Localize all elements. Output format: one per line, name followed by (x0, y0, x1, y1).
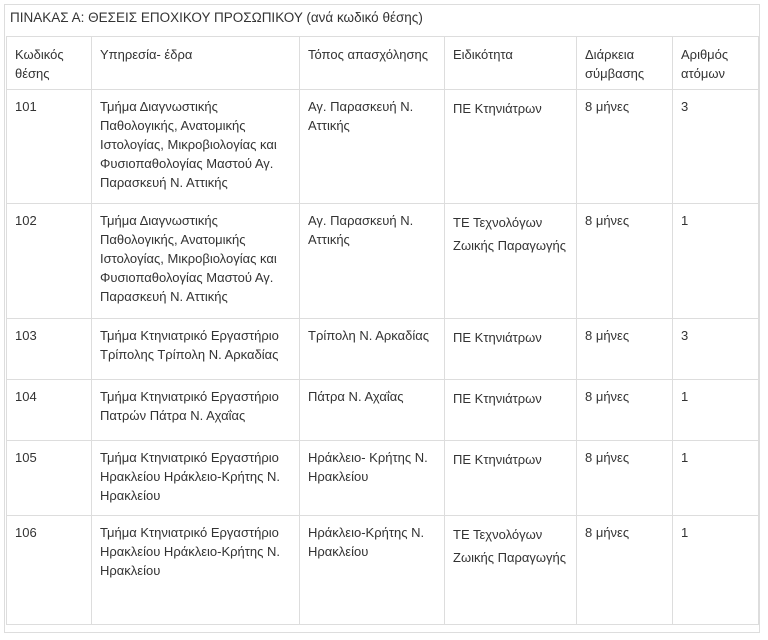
cell-code: 104 (7, 380, 92, 441)
header-persons: Αριθμός ατόμων (673, 37, 759, 90)
cell-service: Τμήμα Διαγνωστικής Παθολογικής, Ανατομικής Ιστολογίας, Μικροβιολογίας και Φυσιοπαθολογίας Μαστού Αγ. Παρασκευή Ν. Αττικής (92, 204, 300, 319)
cell-code: 101 (7, 90, 92, 204)
cell-service: Τμήμα Κτηνιατρικό Εργαστήριο Τρίπολης Τρίπολη Ν. Αρκαδίας (92, 319, 300, 380)
cell-persons: 3 (673, 90, 759, 204)
cell-specialty: ΠΕ Κτηνιάτρων (445, 319, 577, 380)
cell-specialty: ΠΕ Κτηνιάτρων (445, 90, 577, 204)
cell-specialty: ΠΕ Κτηνιάτρων (445, 441, 577, 516)
cell-place: Αγ. Παρασκευή Ν. Αττικής (300, 204, 445, 319)
table-row (7, 380, 759, 441)
header-duration: Διάρκεια σύμβασης (577, 37, 673, 90)
table-row (7, 441, 759, 516)
cell-persons: 1 (673, 516, 759, 625)
cell-persons: 1 (673, 441, 759, 516)
header-service: Υπηρεσία- έδρα (92, 37, 300, 90)
cell-duration: 8 μήνες (577, 319, 673, 380)
cell-persons: 1 (673, 380, 759, 441)
cell-specialty: ΠΕ Κτηνιάτρων (445, 380, 577, 441)
table-row (7, 204, 759, 319)
cell-place: Ηράκλειο-Κρήτης Ν. Ηρακλείου (300, 516, 445, 625)
cell-duration: 8 μήνες (577, 204, 673, 319)
cell-duration: 8 μήνες (577, 516, 673, 625)
cell-service: Τμήμα Κτηνιατρικό Εργαστήριο Ηρακλείου Ηράκλειο-Κρήτης Ν. Ηρακλείου (92, 516, 300, 625)
cell-place: Πάτρα Ν. Αχαΐας (300, 380, 445, 441)
cell-code: 103 (7, 319, 92, 380)
cell-duration: 8 μήνες (577, 380, 673, 441)
cell-persons: 3 (673, 319, 759, 380)
cell-code: 106 (7, 516, 92, 625)
table-row (7, 319, 759, 380)
header-code: Κωδικός θέσης (7, 37, 92, 90)
cell-specialty: ΤΕ Τεχνολόγων Ζωικής Παραγωγής (445, 516, 577, 625)
cell-place: Τρίπολη Ν. Αρκαδίας (300, 319, 445, 380)
cell-persons: 1 (673, 204, 759, 319)
table-caption: ΠΙΝΑΚΑΣ Α: ΘΕΣΕΙΣ ΕΠΟΧΙΚΟΥ ΠΡΟΣΩΠΙΚΟΥ (ανά κωδικό θέσης) (10, 10, 423, 25)
cell-service: Τμήμα Κτηνιατρικό Εργαστήριο Πατρών Πάτρα Ν. Αχαΐας (92, 380, 300, 441)
cell-code: 105 (7, 441, 92, 516)
table-row (7, 516, 759, 625)
cell-place: Αγ. Παρασκευή Ν. Αττικής (300, 90, 445, 204)
cell-code: 102 (7, 204, 92, 319)
header-place: Τόπος απασχόλησης (300, 37, 445, 90)
cell-specialty: ΤΕ Τεχνολόγων Ζωικής Παραγωγής (445, 204, 577, 319)
positions-table (6, 36, 759, 625)
table-row (7, 90, 759, 204)
table-header-row (7, 37, 759, 90)
header-specialty: Ειδικότητα (445, 37, 577, 90)
cell-duration: 8 μήνες (577, 441, 673, 516)
cell-place: Ηράκλειο- Κρήτης Ν. Ηρακλείου (300, 441, 445, 516)
cell-duration: 8 μήνες (577, 90, 673, 204)
cell-service: Τμήμα Διαγνωστικής Παθολογικής, Ανατομικής Ιστολογίας, Μικροβιολογίας και Φυσιοπαθολογίας Μαστού Αγ. Παρασκευή Ν. Αττικής (92, 90, 300, 204)
cell-service: Τμήμα Κτηνιατρικό Εργαστήριο Ηρακλείου Ηράκλειο-Κρήτης Ν. Ηρακλείου (92, 441, 300, 516)
